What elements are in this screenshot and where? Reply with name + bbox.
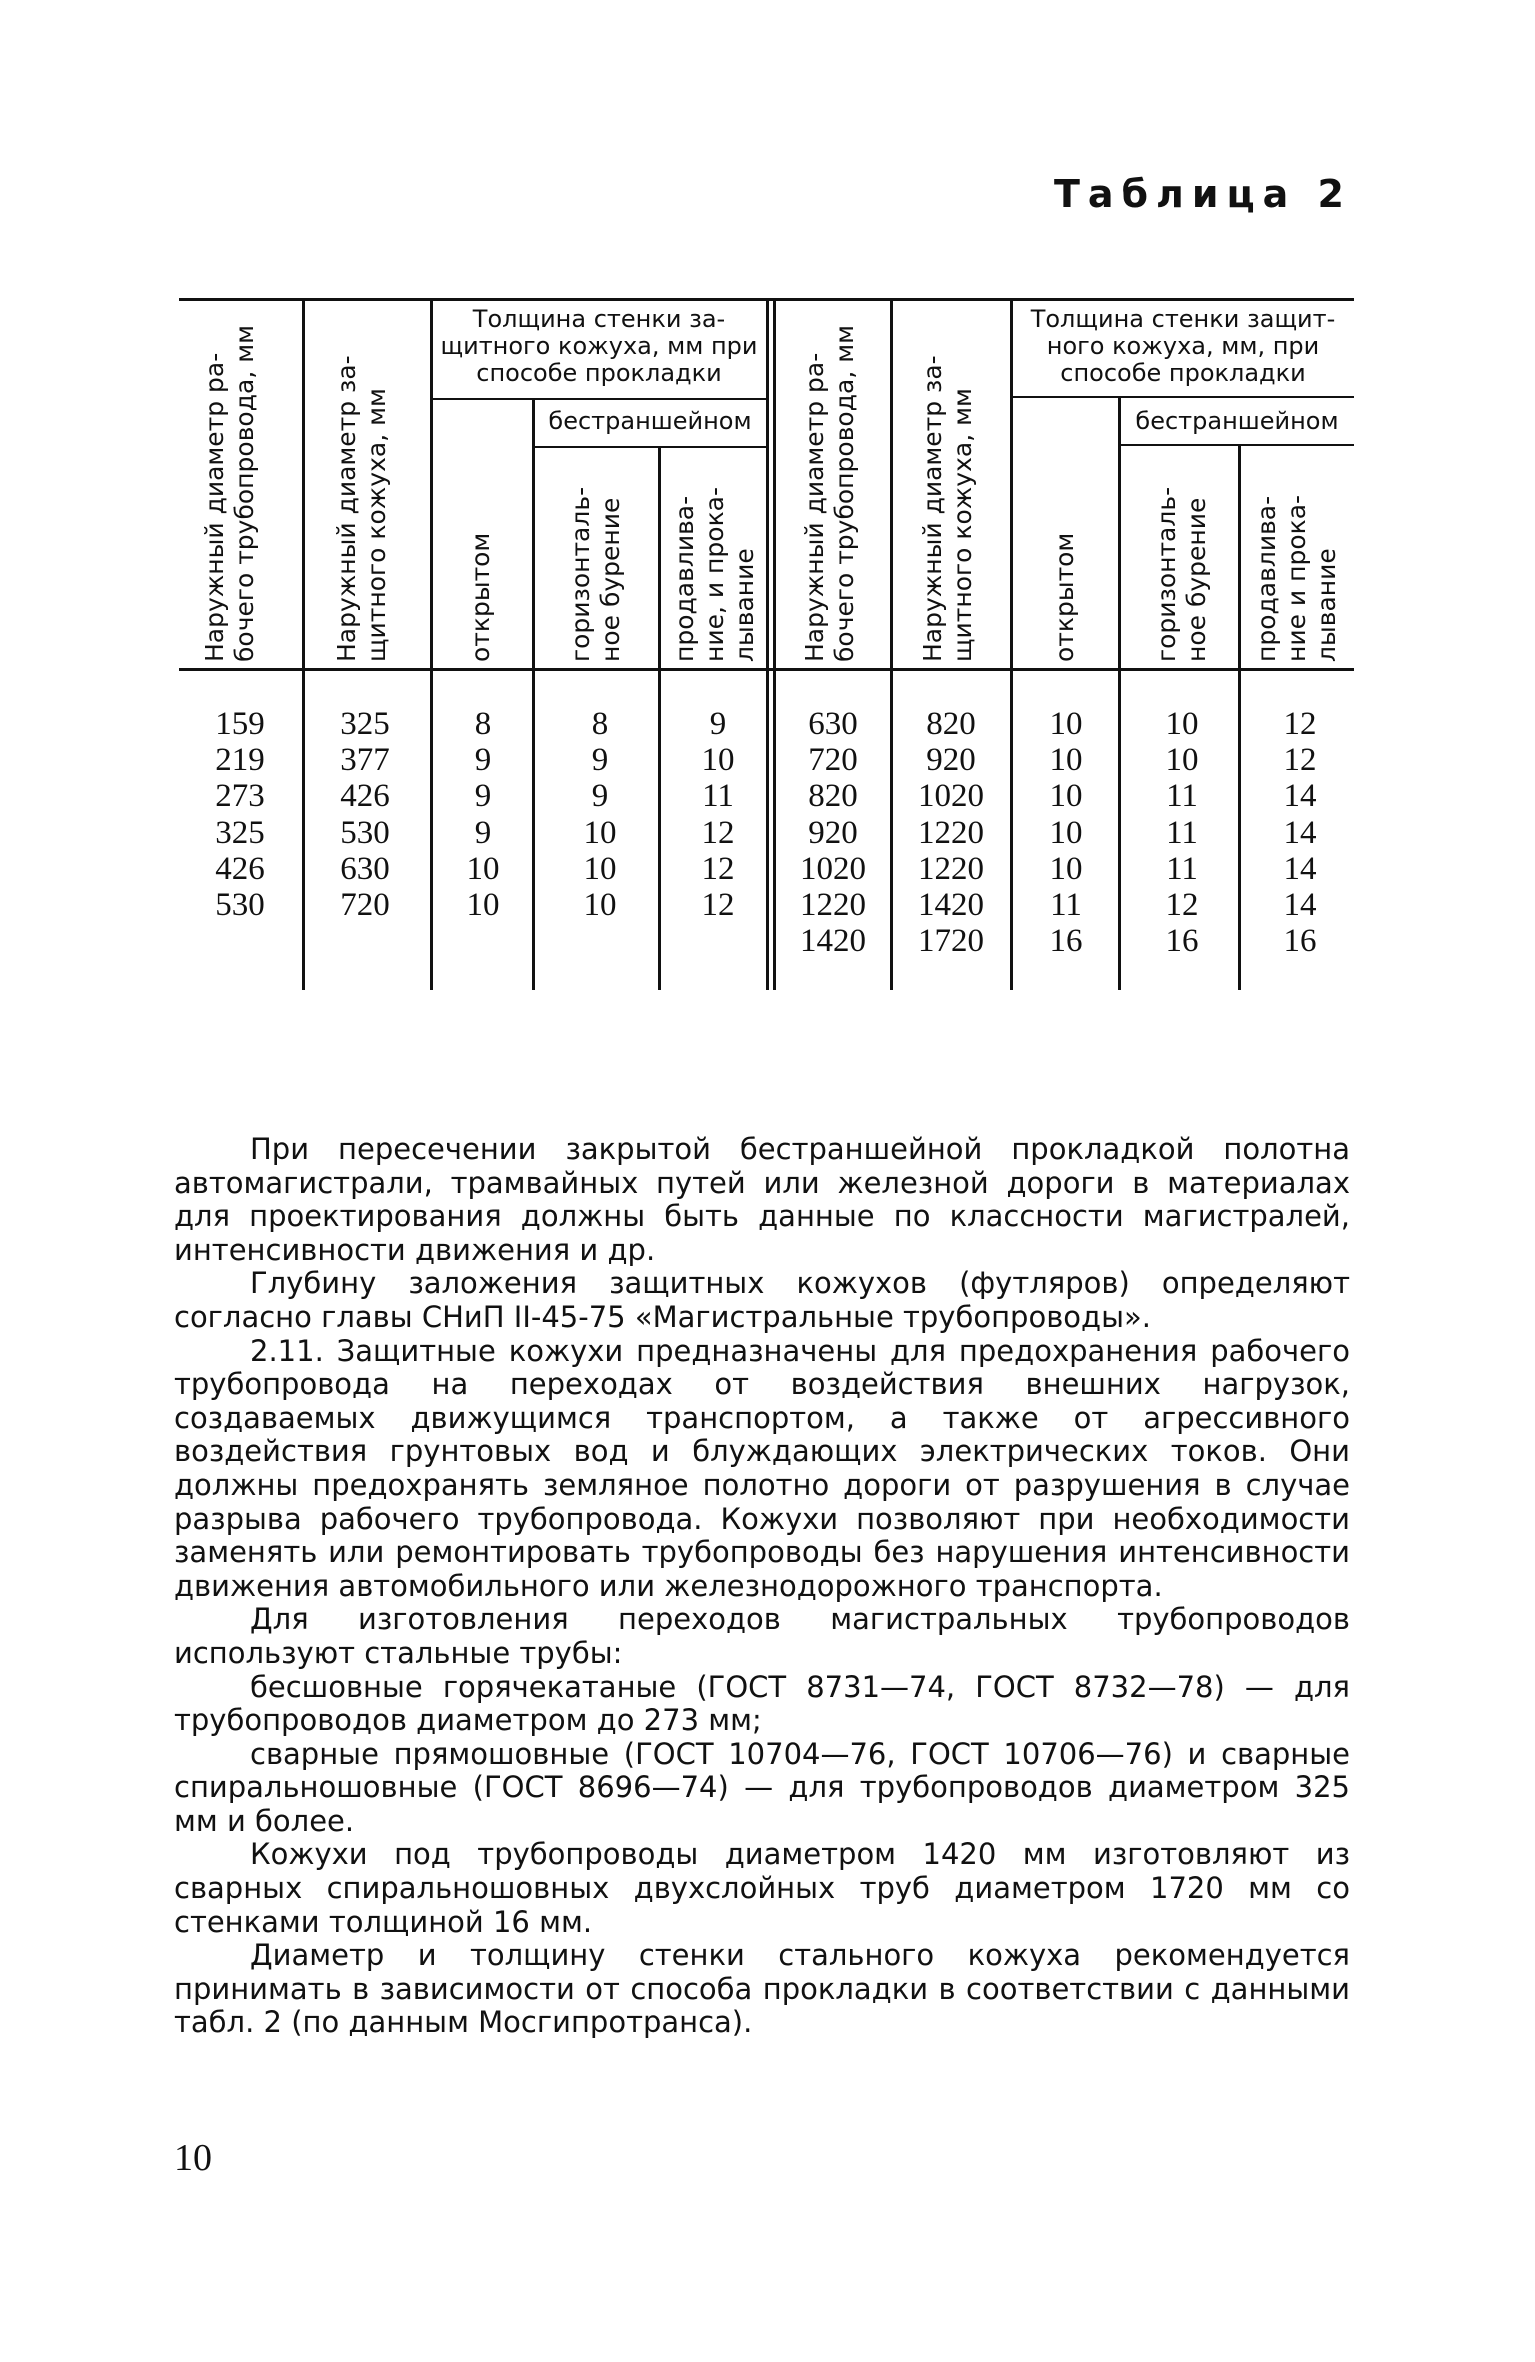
table-cell: 9: [474, 814, 492, 851]
table-cell: 11: [1050, 886, 1082, 923]
table-cell: 16: [1049, 923, 1083, 960]
header-pipe-diameter-left: Наружный диаметр ра- бочего трубопровода, мм: [200, 325, 259, 662]
table-cell: 10: [1165, 742, 1199, 779]
table-cell: 630: [340, 850, 390, 887]
column-open-left: [450, 706, 516, 923]
header-pipe-diameter-right: Наружный диаметр ра- бочего трубопровода, мм: [800, 325, 859, 662]
table-cell: 920: [926, 742, 976, 779]
table-cell: 12: [1283, 706, 1317, 742]
header-pressing-left: продавлива- ние, и прока- лывание: [670, 486, 759, 662]
group-divider-right: [1012, 396, 1354, 398]
vrule-8: [1118, 398, 1121, 990]
table-cell: 10: [1049, 814, 1083, 851]
table-cell: 9: [709, 706, 727, 742]
table-cell: 1420: [800, 923, 866, 960]
table-cell: 10: [1049, 706, 1083, 742]
table-cell: 630: [808, 706, 858, 742]
header-horizontal-left: горизонталь- ное бурение: [566, 486, 625, 662]
header-open-right: открытом: [1050, 532, 1079, 662]
table-cell: 9: [591, 742, 609, 779]
table-cell: 8: [474, 706, 492, 742]
table-cell: 10: [1049, 850, 1083, 887]
table-cell: 10: [701, 742, 735, 779]
table-cell: 16: [1165, 923, 1199, 960]
table-cell: 12: [1165, 886, 1199, 923]
table-cell: 11: [1166, 778, 1198, 815]
paragraph: сварные прямошовные (ГОСТ 10704—76, ГОСТ 10706—76) и сварные спиральношовные (ГОСТ 8696—74) — для трубопроводов диаметром 325 мм и более.: [174, 1736, 1350, 1838]
vrule-5b: [773, 300, 776, 990]
table-cell: 820: [808, 778, 858, 815]
header-open-left: открытом: [466, 532, 495, 662]
table-cell: 10: [583, 814, 617, 851]
paragraph: Кожухи под трубопроводы диаметром 1420 мм изготовляют из сварных спиральношовных двухслойных труб диаметром 1720 мм со стенками толщиной 16 мм.: [174, 1837, 1350, 1939]
column-pipe-left: [200, 706, 280, 923]
table-cell: 11: [702, 778, 734, 815]
table-cell: 10: [1049, 742, 1083, 779]
data-table: [0, 0, 1535, 1000]
table-cell: 12: [701, 850, 735, 887]
header-casing-diameter-left: Наружный диаметр за- щитного кожуха, мм: [332, 355, 391, 662]
table-cell: 10: [1049, 778, 1083, 815]
table-title: Таблица 2: [1053, 172, 1352, 216]
paragraph: При пересечении закрытой бестраншейной прокладкой полотна автомагистрали, трамвайных путей или железной дороги в материалах для проектирования должны быть данные по классности магистралей, интенсивности движения и др.: [174, 1132, 1350, 1267]
table-cell: 9: [474, 742, 492, 779]
vrule-7: [1010, 300, 1013, 990]
table-cell: 10: [583, 886, 617, 923]
table-cell: 820: [926, 706, 976, 742]
paragraph: 2.11. Защитные кожухи предназначены для предохранения рабочего трубопровода на переходах от воздействия внешних нагрузок, создаваемых движущимся транспортом, а также от агрессивного воздействия грунтовых вод и блуждающих электрических токов. Они должны предохранять земляное полотно дороги от разрушения в случае разрыва рабочего трубопровода. Кожухи позволяют при необходимости заменять или ремонтировать трубопроводы без нарушения интенсивности движения автомобильного или железнодорожного транспорта.: [174, 1333, 1350, 1603]
vrule-6: [890, 300, 893, 990]
paragraph: Для изготовления переходов магистральных трубопроводов используют стальные трубы:: [174, 1602, 1350, 1670]
body-text: [174, 1133, 1350, 2040]
table-cell: 10: [466, 850, 500, 887]
table-cell: 720: [340, 886, 390, 923]
header-trenchless-left: бестраншейном: [548, 407, 752, 435]
column-open-right: [1030, 706, 1102, 959]
trenchless-divider-right: [1118, 444, 1354, 446]
table-cell: 9: [591, 778, 609, 815]
group-divider-left: [432, 398, 766, 400]
column-casing-right: [904, 706, 998, 959]
table-cell: 1020: [800, 850, 866, 887]
table-cell: 14: [1283, 778, 1317, 815]
vrule-1: [302, 300, 305, 990]
table-cell: 14: [1283, 850, 1317, 887]
table-cell: 10: [583, 850, 617, 887]
header-wall-group-right: Толщина стенки защит-ного кожуха, мм, при способе прокладки: [1030, 305, 1336, 387]
column-pressing-right: [1262, 706, 1338, 959]
column-casing-left: [325, 706, 405, 923]
table-cell: 530: [340, 814, 390, 851]
vrule-9: [1238, 446, 1241, 990]
table-cell: 530: [215, 886, 265, 923]
vrule-4: [658, 446, 661, 990]
table-cell: 426: [215, 850, 265, 887]
table-cell: 16: [1283, 923, 1317, 960]
header-trenchless-right: бестраншейном: [1135, 407, 1339, 435]
table-cell: 1020: [918, 778, 984, 815]
table-cell: 219: [215, 742, 265, 779]
table-cell: 14: [1283, 814, 1317, 851]
table-cell: 10: [466, 886, 500, 923]
table-cell: 12: [701, 814, 735, 851]
column-pipe-right: [786, 706, 880, 959]
table-cell: 8: [591, 706, 609, 742]
table-cell: 1720: [918, 923, 984, 960]
vrule-3: [532, 398, 535, 990]
table-cell: 325: [215, 814, 265, 851]
paragraph: бесшовные горячекатаные (ГОСТ 8731—74, ГОСТ 8732—78) — для трубопроводов диаметром до 273 мм;: [174, 1669, 1350, 1738]
table-cell: 159: [215, 706, 265, 742]
header-wall-group-left: Толщина стенки за-щитного кожуха, мм при способе прокладки: [440, 305, 758, 387]
page-number: 10: [174, 2137, 212, 2179]
trenchless-divider-left: [533, 446, 766, 448]
vrule-2: [430, 300, 433, 990]
table-cell: 1220: [918, 814, 984, 851]
table-cell: 720: [808, 742, 858, 779]
header-pressing-right: продавлива- ние и прока- лывание: [1252, 494, 1341, 662]
table-cell: 273: [215, 778, 265, 815]
table-cell: 377: [340, 742, 390, 779]
table-cell: 12: [1283, 742, 1317, 779]
table-cell: 1220: [800, 886, 866, 923]
paragraph: Диаметр и толщину стенки стального кожуха рекомендуется принимать в зависимости от способа прокладки в соответствии с данными табл. 2 (по данным Мосгипротранса).: [174, 1938, 1350, 2040]
table-cell: 325: [340, 706, 390, 742]
vrule-5a: [766, 300, 769, 990]
paragraph: Глубину заложения защитных кожухов (футляров) определяют согласно главы СНиП II-45-75 «Магистральные трубопроводы».: [174, 1266, 1350, 1334]
header-horizontal-right: горизонталь- ное бурение: [1152, 486, 1211, 662]
table-cell: 14: [1283, 886, 1317, 923]
table-cell: 1220: [918, 850, 984, 887]
header-casing-diameter-right: Наружный диаметр за- щитного кожуха, мм: [918, 355, 977, 662]
table-cell: 920: [808, 814, 858, 851]
table-cell: 11: [1166, 850, 1198, 887]
table-cell: 1420: [918, 886, 984, 923]
table-cell: 9: [474, 778, 492, 815]
column-horizontal-left: [563, 706, 637, 923]
table-cell: 10: [1165, 706, 1199, 742]
table-cell: 11: [1166, 814, 1198, 851]
table-cell: 426: [340, 778, 390, 815]
table-cell: 12: [701, 886, 735, 923]
column-pressing-left: [680, 706, 756, 923]
column-horizontal-right: [1144, 706, 1220, 959]
